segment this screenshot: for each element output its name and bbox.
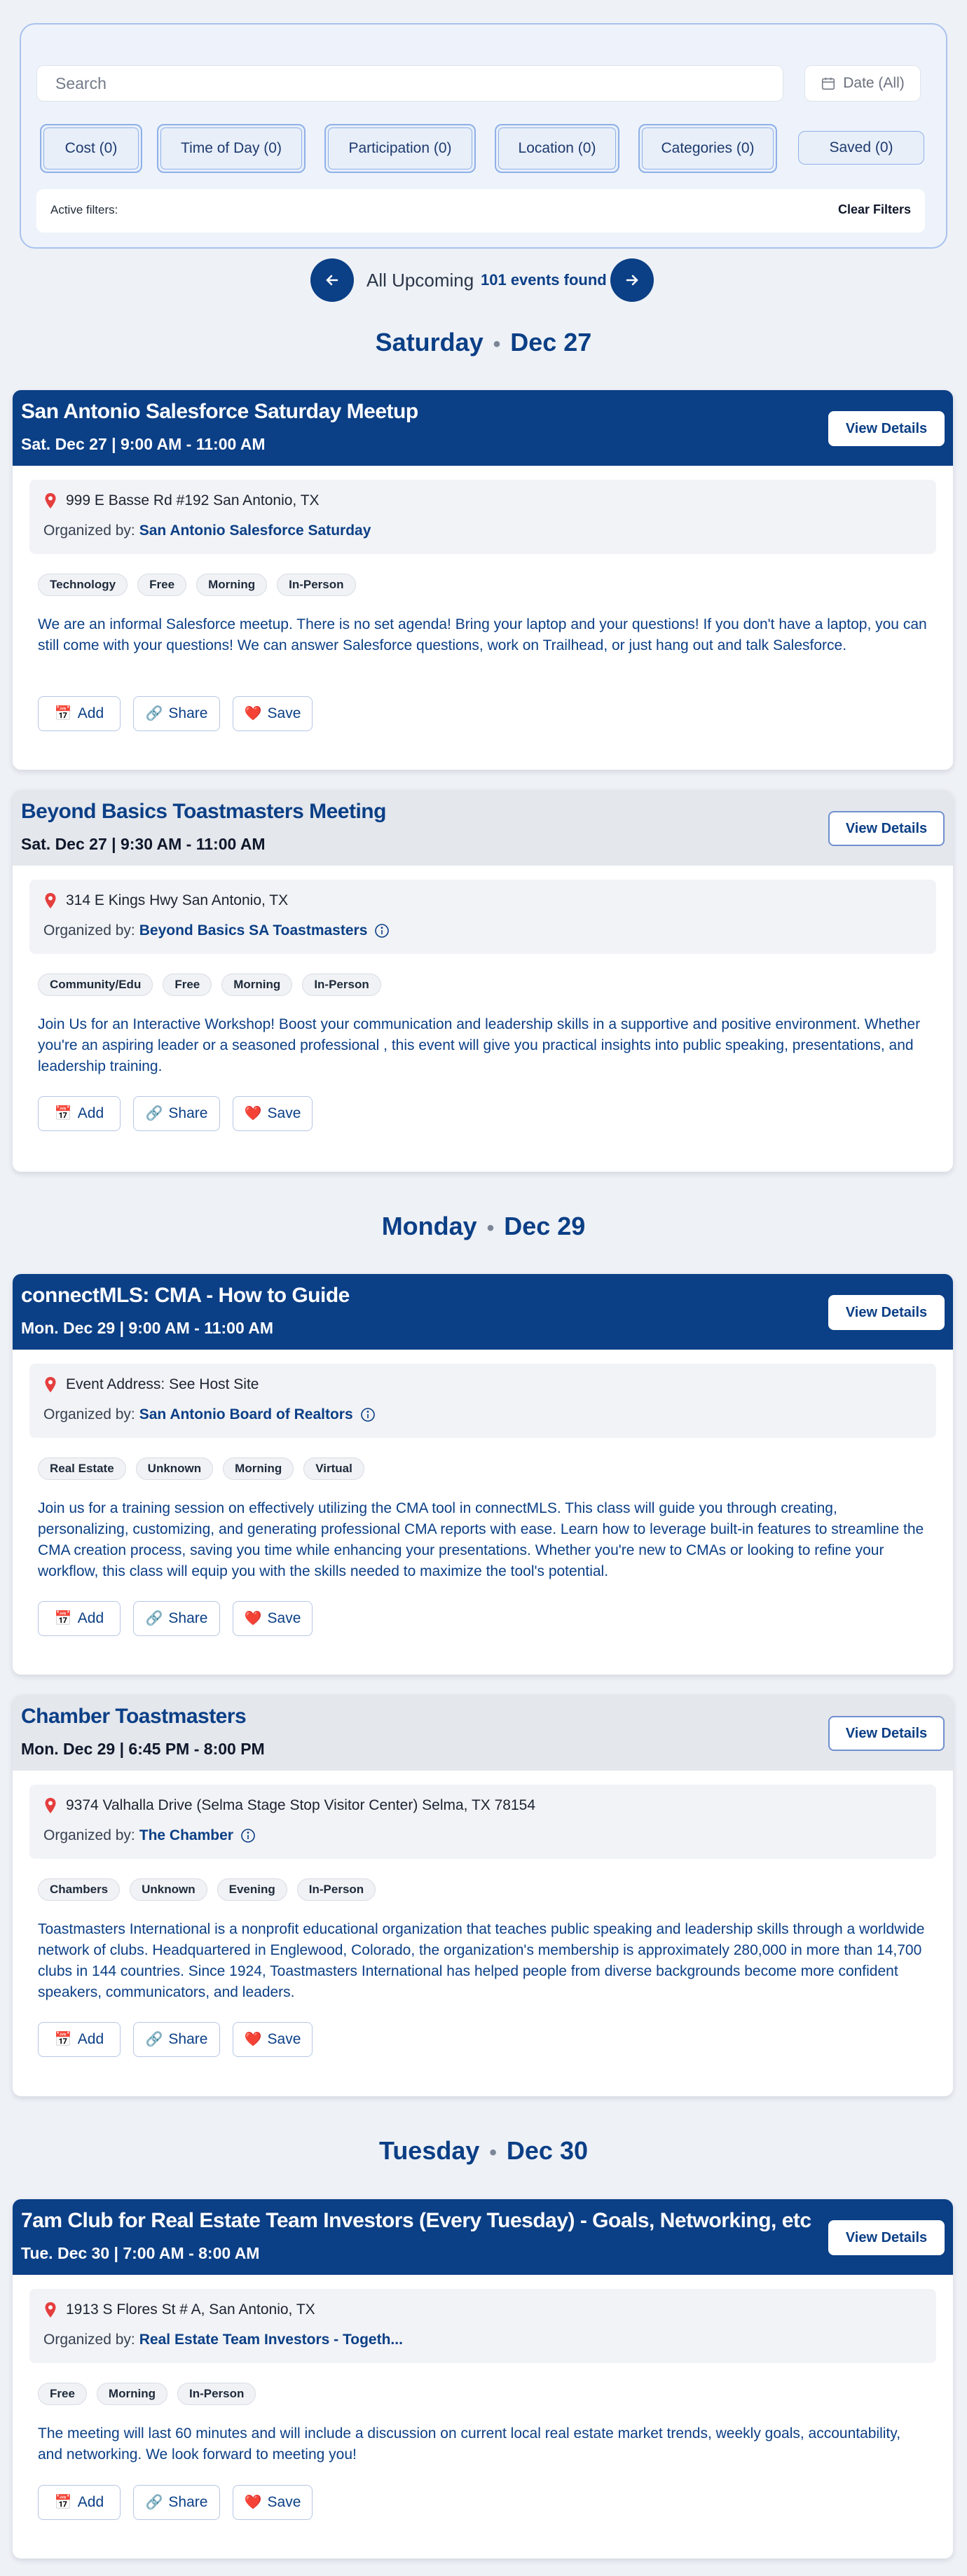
add-label: Add	[77, 2494, 104, 2510]
event-title[interactable]: Beyond Basics Toastmasters Meeting	[21, 800, 386, 823]
add-to-calendar-button[interactable]	[38, 2485, 121, 2520]
time-of-day-filter-button[interactable]	[157, 124, 306, 173]
tag: Free	[137, 574, 186, 596]
event-card	[13, 790, 953, 1172]
share-label: Share	[168, 1105, 208, 1121]
next-button[interactable]	[610, 258, 654, 302]
day-heading	[0, 328, 967, 357]
map-pin-icon	[43, 1797, 57, 1814]
event-card	[13, 390, 953, 770]
event-actions	[38, 696, 313, 731]
map-pin-icon	[43, 1376, 57, 1393]
map-pin-icon	[43, 492, 57, 509]
event-actions	[38, 1096, 313, 1131]
save-label: Save	[267, 1610, 301, 1626]
organizer-prefix: Organized by:	[43, 2332, 135, 2348]
day-weekday: Tuesday	[379, 2136, 480, 2165]
view-details-button[interactable]: View Details	[828, 811, 945, 846]
event-info-box	[29, 1785, 936, 1859]
tag: Evening	[217, 1878, 287, 1901]
organizer-link[interactable]: The Chamber	[139, 1827, 233, 1843]
organizer-link[interactable]: San Antonio Board of Realtors	[139, 1406, 353, 1422]
cost-filter-label: Cost (0)	[64, 140, 118, 156]
event-info-box	[29, 1364, 936, 1438]
event-card	[13, 2199, 953, 2558]
organizer-prefix: Organized by:	[43, 922, 135, 939]
calendar-icon: 📅	[54, 2495, 72, 2510]
date-filter-label: Date (All)	[843, 75, 905, 91]
map-pin-icon	[43, 2301, 57, 2318]
categories-filter-button[interactable]	[638, 124, 777, 173]
location-row	[43, 1376, 259, 1393]
day-date: Dec 29	[504, 1212, 586, 1240]
organizer-row	[43, 922, 390, 939]
calendar-icon: 📅	[54, 1611, 72, 1626]
location-row	[43, 892, 288, 909]
event-title[interactable]: 7am Club for Real Estate Team Investors (Every Tuesday) - Goals, Networking, etc	[21, 2209, 811, 2232]
tag: In-Person	[177, 2383, 256, 2405]
event-card-header	[13, 390, 953, 466]
calendar-icon: 📅	[54, 2032, 72, 2047]
event-location: 314 E Kings Hwy San Antonio, TX	[66, 892, 289, 908]
arrow-left-icon	[324, 272, 341, 289]
tag: Community/Edu	[38, 974, 153, 996]
event-info-box	[29, 480, 936, 554]
share-label: Share	[168, 2031, 208, 2047]
event-actions	[38, 1601, 313, 1636]
event-card-header	[13, 1695, 953, 1771]
save-button[interactable]	[233, 1601, 313, 1636]
share-label: Share	[168, 2494, 208, 2510]
event-description: Toastmasters International is a nonprofit educational organization that teaches public speaking and leadership skills through a worldwide network of clubs. Headquartered in Englewood, Colorado, the organization's membership is approximately 280,000 in more than 14,700 clubs in 144 countries. Since 1924, Toastmasters International has helped people from diverse backgrounds become more confident speakers, communicators, and leaders.	[38, 1921, 925, 2000]
organizer-row	[43, 522, 371, 539]
location-filter-label: Location (0)	[518, 140, 596, 156]
add-label: Add	[77, 705, 104, 721]
link-icon: 🔗	[145, 2495, 163, 2510]
organizer-row	[43, 2332, 403, 2348]
link-icon: 🔗	[145, 1106, 163, 1121]
share-label: Share	[168, 705, 208, 721]
event-description: The meeting will last 60 minutes and will include a discussion on current local real estate market trends, weekly goals, accountability, and networking. We look forward to meeting you!	[38, 2425, 901, 2463]
info-icon[interactable]	[374, 923, 390, 939]
organizer-row	[43, 1406, 376, 1423]
day-weekday: Saturday	[375, 328, 484, 356]
event-location: 999 E Basse Rd #192 San Antonio, TX	[66, 492, 320, 508]
heart-icon: ❤️	[244, 2032, 262, 2047]
event-title[interactable]: San Antonio Salesforce Saturday Meetup	[21, 400, 418, 423]
organizer-link[interactable]: Real Estate Team Investors - Togeth...	[139, 2332, 403, 2348]
day-heading	[0, 1212, 967, 1241]
day-heading	[0, 2136, 967, 2166]
event-description: We are an informal Salesforce meetup. There is no set agenda! Bring your laptop and your questions! If you don't have a laptop, you can still come with your questions! We can answer Salesforce questions, work on Trailhead, or just hang out and talk Salesforce.	[38, 616, 927, 653]
link-icon: 🔗	[145, 706, 163, 721]
calendar-icon	[821, 76, 836, 91]
event-info-box	[29, 880, 936, 954]
save-label: Save	[267, 1105, 301, 1121]
link-icon: 🔗	[145, 2032, 163, 2047]
share-button[interactable]	[133, 2022, 220, 2057]
event-time: Sat. Dec 27 | 9:30 AM - 11:00 AM	[21, 835, 266, 853]
share-button[interactable]	[133, 696, 220, 731]
event-location: 1913 S Flores St # A, San Antonio, TX	[66, 2301, 315, 2318]
separator-dot: •	[486, 1217, 495, 1240]
separator-dot: •	[493, 333, 501, 356]
tag-list	[38, 2383, 256, 2405]
view-details-button[interactable]: View Details	[828, 1295, 945, 1330]
heart-icon: ❤️	[244, 706, 262, 721]
date-filter-button[interactable]	[804, 65, 921, 102]
event-location: 9374 Valhalla Drive (Selma Stage Stop Visitor Center) Selma, TX 78154	[66, 1797, 536, 1813]
event-location: Event Address: See Host Site	[66, 1376, 259, 1392]
event-card-header	[13, 2199, 953, 2275]
heart-icon: ❤️	[244, 2495, 262, 2510]
cost-filter-button[interactable]	[40, 124, 142, 173]
event-description: Join Us for an Interactive Workshop! Boost your communication and leadership skills in a supportive and positive environment. Whether you're an aspiring leader or a seasoned professional , this event will give you practical insights into public speaking, presentations, and leadership training.	[38, 1016, 921, 1074]
tag: Morning	[196, 574, 267, 596]
events-count: 101 events found	[481, 271, 607, 289]
event-actions	[38, 2022, 313, 2057]
day-date: Dec 30	[506, 2136, 588, 2165]
save-button[interactable]	[233, 2022, 313, 2057]
heart-icon: ❤️	[244, 1106, 262, 1121]
event-actions	[38, 2485, 313, 2520]
event-title[interactable]: connectMLS: CMA - How to Guide	[21, 1284, 350, 1307]
event-time: Sat. Dec 27 | 9:00 AM - 11:00 AM	[21, 435, 266, 453]
active-filters-bar	[36, 189, 925, 233]
organizer-prefix: Organized by:	[43, 1827, 135, 1843]
save-button[interactable]	[233, 2485, 313, 2520]
view-details-button[interactable]: View Details	[828, 2220, 945, 2255]
event-time: Mon. Dec 29 | 9:00 AM - 11:00 AM	[21, 1319, 274, 1337]
add-to-calendar-button[interactable]	[38, 1096, 121, 1131]
clear-filters-button[interactable]: Clear Filters	[837, 202, 911, 216]
save-label: Save	[267, 705, 301, 721]
participation-filter-button[interactable]	[324, 124, 476, 173]
day-weekday: Monday	[381, 1212, 477, 1240]
event-card	[13, 1274, 953, 1675]
save-button[interactable]	[233, 1096, 313, 1131]
tag: Chambers	[38, 1878, 120, 1901]
tag-list	[38, 1878, 376, 1901]
share-button[interactable]	[133, 2485, 220, 2520]
event-card-header	[13, 1274, 953, 1350]
event-card-header	[13, 790, 953, 866]
organizer-prefix: Organized by:	[43, 522, 135, 539]
event-info-box	[29, 2289, 936, 2363]
info-icon[interactable]	[360, 1407, 376, 1422]
tag: Free	[163, 974, 212, 996]
save-label: Save	[267, 2494, 301, 2510]
view-details-button[interactable]: View Details	[828, 411, 945, 446]
search-input[interactable]	[36, 65, 783, 102]
time-of-day-filter-label: Time of Day (0)	[181, 140, 282, 156]
tag: Technology	[38, 574, 128, 596]
event-title[interactable]: Chamber Toastmasters	[21, 1705, 247, 1728]
organizer-row	[43, 1827, 256, 1844]
save-button[interactable]	[233, 696, 313, 731]
tag: Morning	[221, 974, 292, 996]
tag-list	[38, 1457, 364, 1480]
calendar-icon: 📅	[54, 706, 72, 721]
event-time: Mon. Dec 29 | 6:45 PM - 8:00 PM	[21, 1740, 265, 1758]
share-button[interactable]	[133, 1601, 220, 1636]
tag: Morning	[223, 1457, 294, 1480]
share-button[interactable]	[133, 1096, 220, 1131]
view-details-button[interactable]: View Details	[828, 1716, 945, 1751]
tag: In-Person	[302, 974, 380, 996]
add-to-calendar-button[interactable]	[38, 1601, 121, 1636]
organizer-link[interactable]: Beyond Basics SA Toastmasters	[139, 922, 368, 939]
tag: Real Estate	[38, 1457, 126, 1480]
active-filters-label: Active filters:	[50, 203, 118, 216]
tag-list	[38, 574, 356, 596]
tag: Free	[38, 2383, 87, 2405]
separator-dot: •	[489, 2141, 497, 2164]
add-label: Add	[77, 1610, 104, 1626]
info-icon[interactable]	[240, 1828, 256, 1843]
organizer-prefix: Organized by:	[43, 1406, 135, 1422]
add-to-calendar-button[interactable]	[38, 2022, 121, 2057]
heart-icon: ❤️	[244, 1611, 262, 1626]
location-row	[43, 2301, 315, 2318]
categories-filter-label: Categories (0)	[661, 140, 755, 156]
location-row	[43, 1797, 535, 1814]
share-label: Share	[168, 1610, 208, 1626]
participation-filter-label: Participation (0)	[348, 140, 452, 156]
organizer-link[interactable]: San Antonio Salesforce Saturday	[139, 522, 371, 539]
tag: In-Person	[277, 574, 355, 596]
range-label: All Upcoming	[366, 270, 474, 291]
tag: In-Person	[297, 1878, 376, 1901]
event-time: Tue. Dec 30 | 7:00 AM - 8:00 AM	[21, 2244, 260, 2262]
location-filter-button[interactable]	[495, 124, 619, 173]
tag: Unknown	[130, 1878, 207, 1901]
tag-list	[38, 974, 381, 996]
event-card	[13, 1695, 953, 2096]
saved-filter-button[interactable]: Saved (0)	[798, 131, 924, 165]
event-description: Join us for a training session on effectively utilizing the CMA tool in connectMLS. This class will guide you through creating, personalizing, customizing, and generating professional CMA reports with ease. Learn how to leverage built-in features to streamline the CMA creation process, saving you time while enhancing your presentations. Whether you're new to CMAs or looking to refine your workflow, this class will equip you with the skills needed to maximize the tool's potential.	[38, 1500, 924, 1579]
add-to-calendar-button[interactable]	[38, 696, 121, 731]
map-pin-icon	[43, 892, 57, 909]
day-date: Dec 27	[510, 328, 592, 356]
location-row	[43, 492, 320, 509]
add-label: Add	[77, 2031, 104, 2047]
arrow-right-icon	[624, 272, 640, 289]
add-label: Add	[77, 1105, 104, 1121]
tag: Morning	[97, 2383, 167, 2405]
previous-button[interactable]	[310, 258, 354, 302]
link-icon: 🔗	[145, 1611, 163, 1626]
calendar-icon: 📅	[54, 1106, 72, 1121]
tag: Virtual	[303, 1457, 364, 1480]
save-label: Save	[267, 2031, 301, 2047]
tag: Unknown	[136, 1457, 214, 1480]
